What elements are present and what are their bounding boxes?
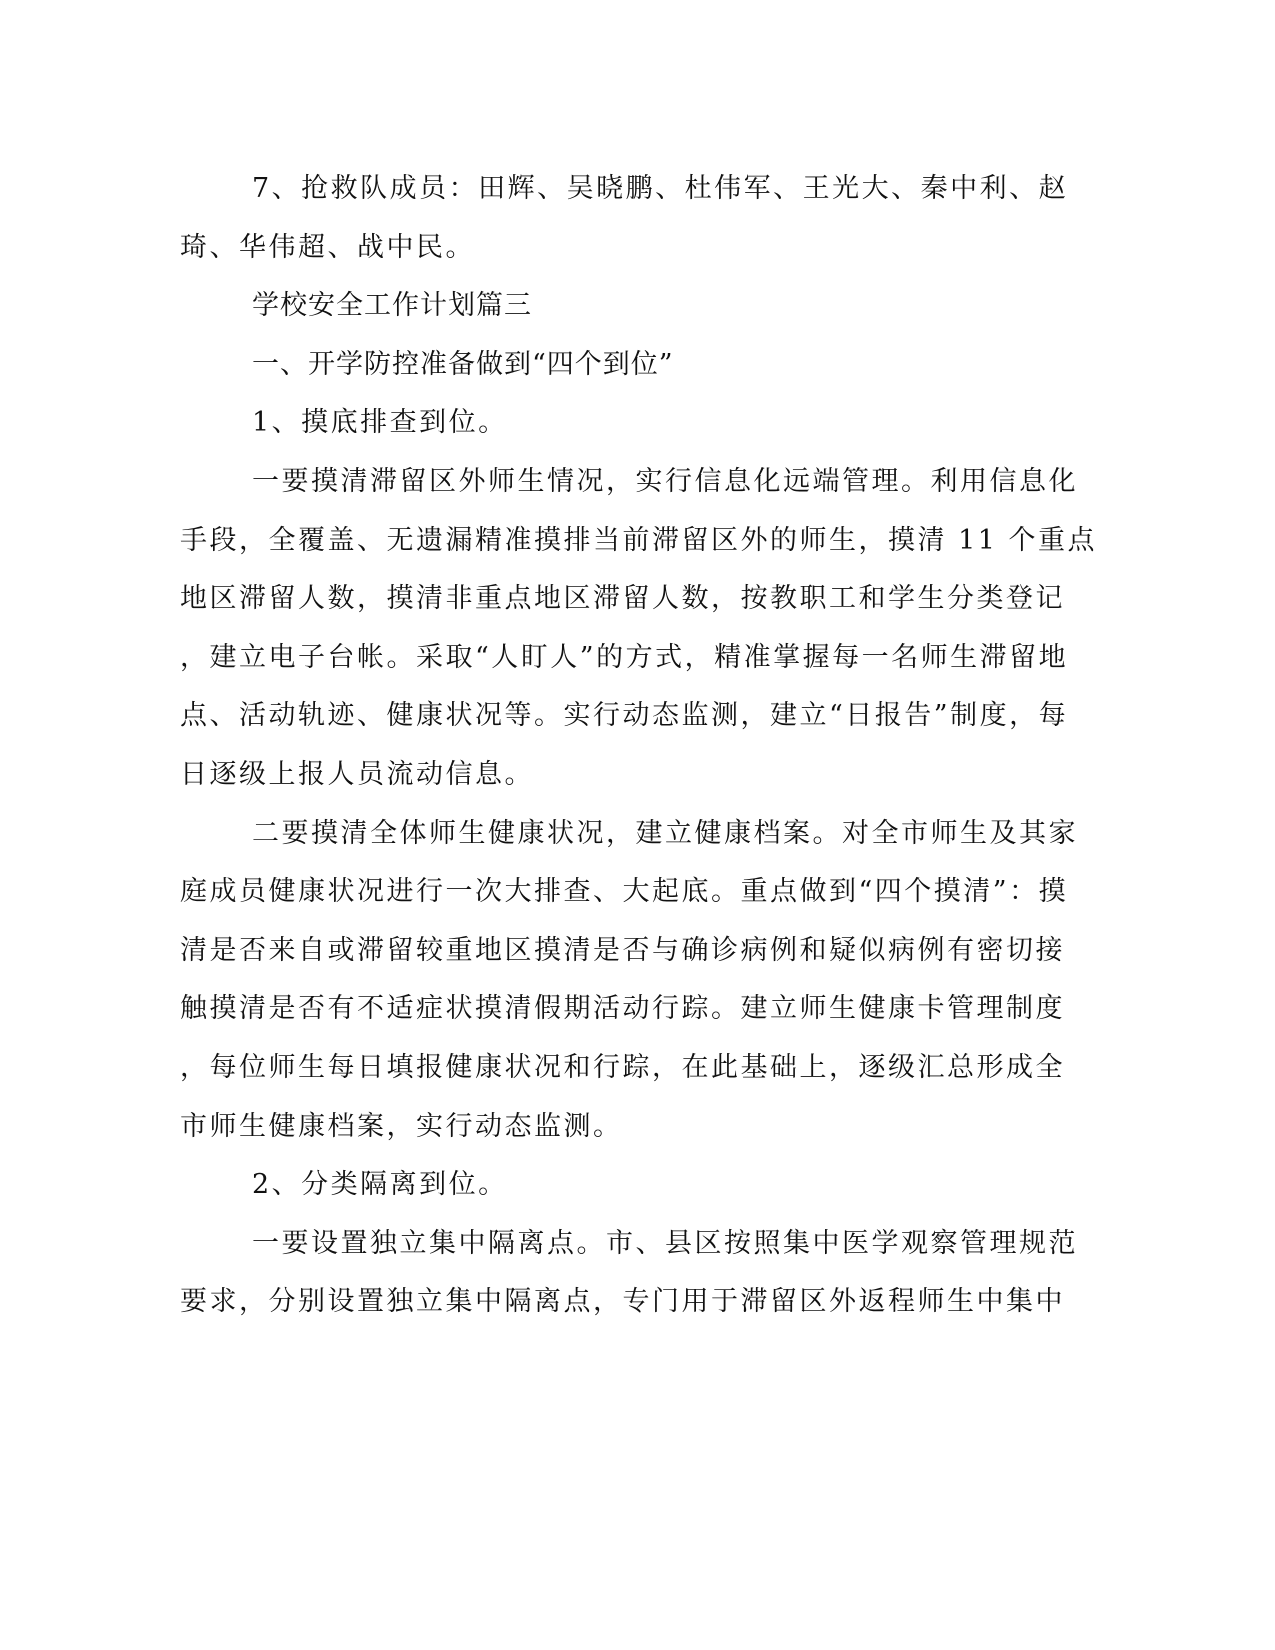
document-body bbox=[180, 160, 1098, 1332]
subsection-heading: 一、开学防控准备做到“四个到位” bbox=[252, 348, 674, 380]
paragraph-line: 二要摸清全体师生健康状况，建立健康档案。对全市师生及其家 bbox=[252, 817, 1078, 849]
paragraph-line: 日逐级上报人员流动信息。 bbox=[180, 758, 534, 790]
paragraph-line: ，每位师生每日填报健康状况和行踪，在此基础上，逐级汇总形成全 bbox=[180, 1051, 1065, 1083]
paragraph-line: 7、抢救队成员：田辉、吴晓鹏、杜伟军、王光大、秦中利、赵 bbox=[252, 173, 1069, 204]
paragraph-line: 庭成员健康状况进行一次大排查、大起底。重点做到“四个摸清”：摸 bbox=[180, 876, 1069, 908]
paragraph-line: 要求，分别设置独立集中隔离点，专门用于滞留区外返程师生中集中 bbox=[180, 1286, 1065, 1318]
paragraph-line: 地区滞留人数，摸清非重点地区滞留人数，按教职工和学生分类登记 bbox=[180, 583, 1065, 615]
paragraph-line: 琦、华伟超、战中民。 bbox=[180, 231, 475, 263]
paragraph-line: 点、活动轨迹、健康状况等。实行动态监测，建立“日报告”制度，每 bbox=[180, 700, 1069, 732]
paragraph-line: ，建立电子台帐。采取“人盯人”的方式，精准掌握每一名师生滞留地 bbox=[180, 641, 1069, 673]
paragraph-line: 清是否来自或滞留较重地区摸清是否与确诊病例和疑似病例有密切接 bbox=[180, 934, 1065, 966]
item-heading: 1、摸底排查到位。 bbox=[252, 407, 508, 439]
paragraph-line: 触摸清是否有不适症状摸清假期活动行踪。建立师生健康卡管理制度 bbox=[180, 993, 1065, 1025]
paragraph-line: 手段，全覆盖、无遗漏精准摸排当前滞留区外的师生，摸清 11 个重点 bbox=[180, 524, 1098, 556]
paragraph-line: 一要摸清滞留区外师生情况，实行信息化远端管理。利用信息化 bbox=[252, 465, 1078, 497]
section-heading: 学校安全工作计划篇三 bbox=[252, 290, 532, 322]
paragraph-line: 市师生健康档案，实行动态监测。 bbox=[180, 1110, 623, 1142]
paragraph-line: 一要设置独立集中隔离点。市、县区按照集中医学观察管理规范 bbox=[252, 1227, 1078, 1259]
item-heading: 2、分类隔离到位。 bbox=[252, 1169, 508, 1201]
